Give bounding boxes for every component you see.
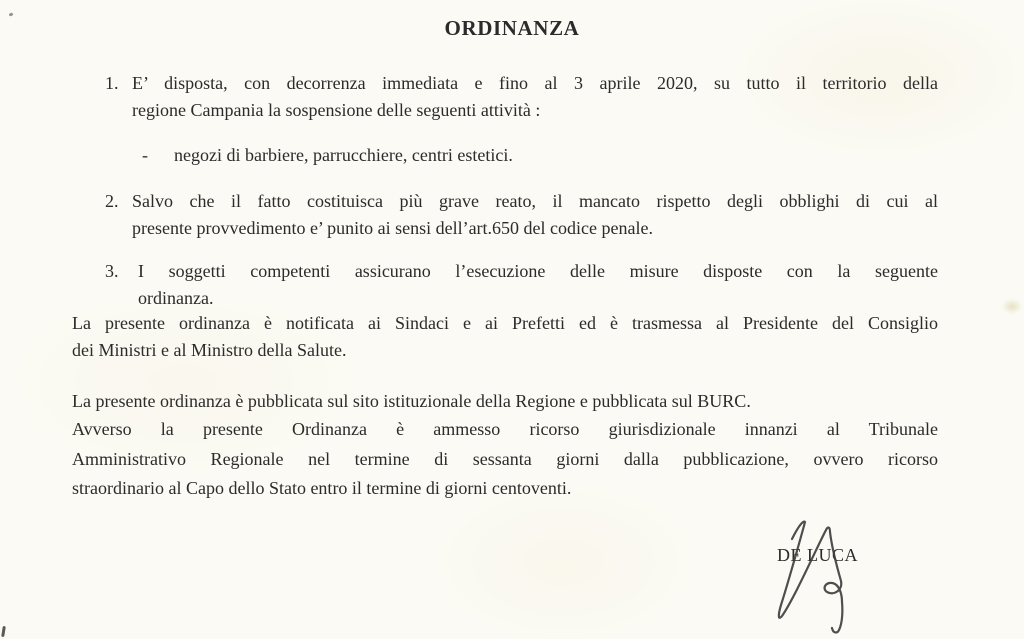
- paragraph-notification-line-2: dei Ministri e al Ministro della Salute.: [72, 340, 347, 360]
- item-3-line-1: I soggetti competenti assicurano l’esecuzione delle misure disposte con la seguente: [138, 261, 938, 281]
- signature-scrawl: [730, 505, 910, 639]
- paragraph-appeal-line-2: Amministrativo Regionale nel termine di sessanta giorni dalla pubblicazione, ovvero ricorso: [72, 448, 938, 469]
- paragraph-notification-line-1: La presente ordinanza è notificata ai Sindaci e ai Prefetti ed è trasmessa al Presidente del Consiglio: [72, 313, 938, 333]
- item-3-number: 3.: [105, 261, 119, 281]
- item-3-line-2: ordinanza.: [138, 288, 214, 308]
- sub-bullet-dash: -: [142, 145, 148, 165]
- item-1-text: [132, 70, 938, 124]
- paragraph-appeal-line-3: straordinario al Capo dello Stato entro il termine di giorni centoventi.: [72, 478, 572, 498]
- list-item-3: [105, 258, 938, 312]
- paragraph-notification: [72, 310, 938, 364]
- list-item-2: [105, 188, 938, 242]
- paragraph-publication: [72, 388, 938, 415]
- paragraph-appeal-line-1: Avverso la presente Ordinanza è ammesso ricorso giurisdizionale innanzi al Tribunale: [72, 419, 938, 439]
- paragraph-appeal: [72, 415, 938, 504]
- item-1-number: 1.: [105, 73, 119, 93]
- sub-bullet-item: [142, 142, 842, 169]
- list-item-1: [105, 70, 938, 124]
- item-1-line-2: regione Campania la sospensione delle seguenti attività :: [132, 100, 541, 120]
- signatory-name: DE LUCA: [777, 545, 858, 565]
- sub-bullet-text: negozi di barbiere, parrucchiere, centri estetici.: [174, 145, 513, 165]
- paragraph-publication-line-1: La presente ordinanza è pubblicata sul sito istituzionale della Regione e pubblicata sul BURC.: [72, 391, 751, 411]
- item-2-line-2: presente provvedimento e’ punito ai sensi dell’art.650 del codice penale.: [132, 218, 653, 238]
- document-title: ORDINANZA: [444, 16, 580, 40]
- item-2-line-1: Salvo che il fatto costituisca più grave reato, il mancato rispetto degli obblighi di cui al: [132, 191, 938, 211]
- scan-smudge-right: [1002, 299, 1022, 314]
- item-3-text: [138, 258, 938, 312]
- item-2-number: 2.: [105, 191, 119, 211]
- item-2-text: [132, 188, 938, 242]
- scan-speck-bottom-left: [1, 626, 6, 637]
- item-1-line-1: E’ disposta, con decorrenza immediata e fino al 3 aprile 2020, su tutto il territorio della: [132, 73, 938, 93]
